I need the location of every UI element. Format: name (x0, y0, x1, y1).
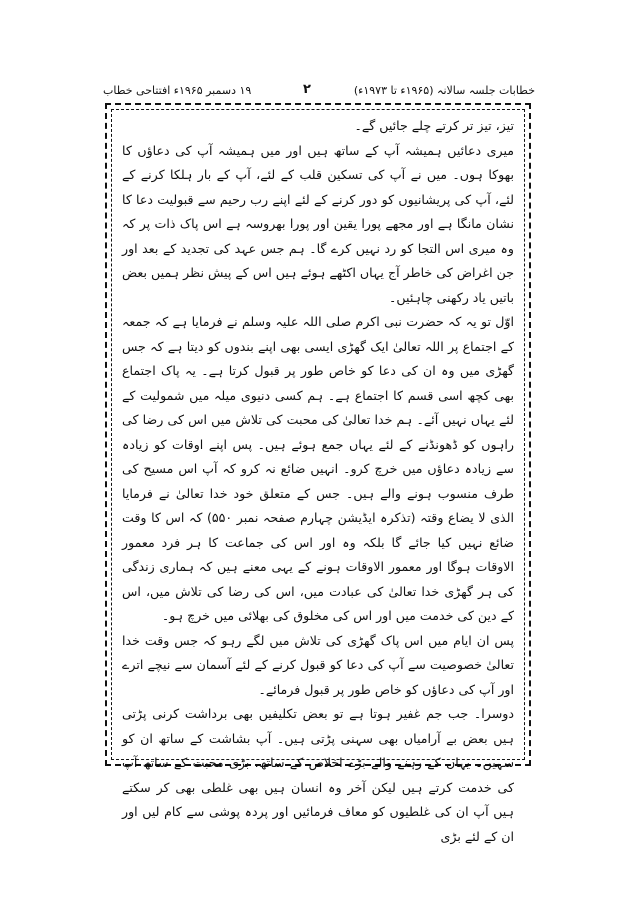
running-header (103, 80, 535, 102)
page-number: ۲ (303, 82, 311, 97)
paragraph-4: پس ان ایام میں اس پاک گھڑی کی تلاش میں لگے رہو کہ جس وقت خدا تعالیٰ خصوصیت سے آپ کی دعا کو قبول کرنے کے لئے آسمان سے نیچے اترے اور آپ کی دعاؤں کو خاص طور پر قبول فرمائے۔ (122, 632, 514, 697)
header-book-title: خطابات جلسہ سالانہ (۱۹۶۵ء تا ۱۹۷۳ء) (353, 84, 535, 97)
paragraph-5: دوسرا۔ جب جم غفیر ہوتا ہے تو بعض تکلیفیں بھی برداشت کرنی پڑتی ہیں بعض بے آرامیاں بھی سہنی پڑتی ہیں۔ آپ بشاشت کے ساتھ ان کو سہیں۔ یہاں کے رہنے والے بڑے اخلاص کے ساتھ، بڑی محبت کے ساتھ آپ کی خدمت کرتے ہیں لیکن آخر وہ انسان ہیں بھی غلطی بھی کر سکتے ہیں آپ ان کی غلطیوں کو معاف فرمائیں اور پردہ پوشی سے کام لیں اور ان کے لئے بڑی (122, 706, 514, 844)
body-text (122, 114, 514, 844)
paragraph-1: تیز، تیز تر کرتے چلے جائیں گے۔ (354, 118, 514, 133)
header-speech-title: ۱۹ دسمبر ۱۹۶۵ء افتتاحی خطاب (103, 84, 252, 97)
paragraph-3: اوّل تو یہ کہ حضرت نبی اکرم صلی اللہ علیہ وسلم نے فرمایا ہے کہ جمعہ کے اجتماع پر اللہ تعالیٰ ایک گھڑی ایسی بھی اپنے بندوں کو دیتا ہے کہ جس گھڑی میں وہ ان کی دعا کو خاص طور پر قبول کرتا ہے۔ یہ پاک اجتماع بھی کچھ اسی قسم کا اجتماع ہے۔ ہم کسی دنیوی میلہ میں شمولیت کے لئے یہاں نہیں آئے۔ ہم خدا تعالیٰ کی محبت کی تلاش میں اس کی رضا کی راہوں کو ڈھونڈنے کے لئے یہاں جمع ہوئے ہیں۔ پس اپنے اوقات کو زیادہ سے زیادہ دعاؤں میں خرچ کرو۔ انہیں ضائع نہ کرو کہ آپ اس مسیح کی طرف منسوب ہونے والے ہیں۔ جس کے متعلق خود خدا تعالیٰ نے فرمایا الذی لا یضاع وقتہ (تذکرہ ایڈیشن چہارم صفحہ نمبر ۵۵۰) کہ اس کا وقت ضائع نہیں کیا جائے گا بلکہ وہ اور اس کی جماعت کا ہر فرد معمور الاوقات ہوگا اور معمور الاوقات ہونے کے یہی معنے ہیں کہ ہماری زندگی کی ہر گھڑی خدا تعالیٰ کی عبادت میں، اس کی رضا کی تلاش میں، اس کے دین کی خدمت میں اور اس کی مخلوق کی بھلائی میں خرچ ہو۔ (122, 314, 514, 623)
paragraph-2: میری دعائیں ہمیشہ آپ کے ساتھ ہیں اور میں ہمیشہ آپ کی دعاؤں کا بھوکا ہوں۔ میں نے آپ کی تسکین قلب کے لئے، آپ کے بار ہلکا کرنے کے لئے، آپ کی پریشانیوں کو دور کرنے کے لئے اپنے رب رحیم سے قبولیت دعا کا نشان مانگا ہے اور مجھے پورا یقین اور پورا بھروسہ ہے اس پاک ذات پر کہ وہ میری اس التجا کو رد نہیں کرے گا۔ ہم جس عہد کی تجدید کے بعد اور جن اغراض کی خاطر آج یہاں اکٹھے ہوئے ہیں اس کے پیش نظر ہمیں بعض باتیں یاد رکھنی چاہئیں۔ (122, 142, 514, 305)
